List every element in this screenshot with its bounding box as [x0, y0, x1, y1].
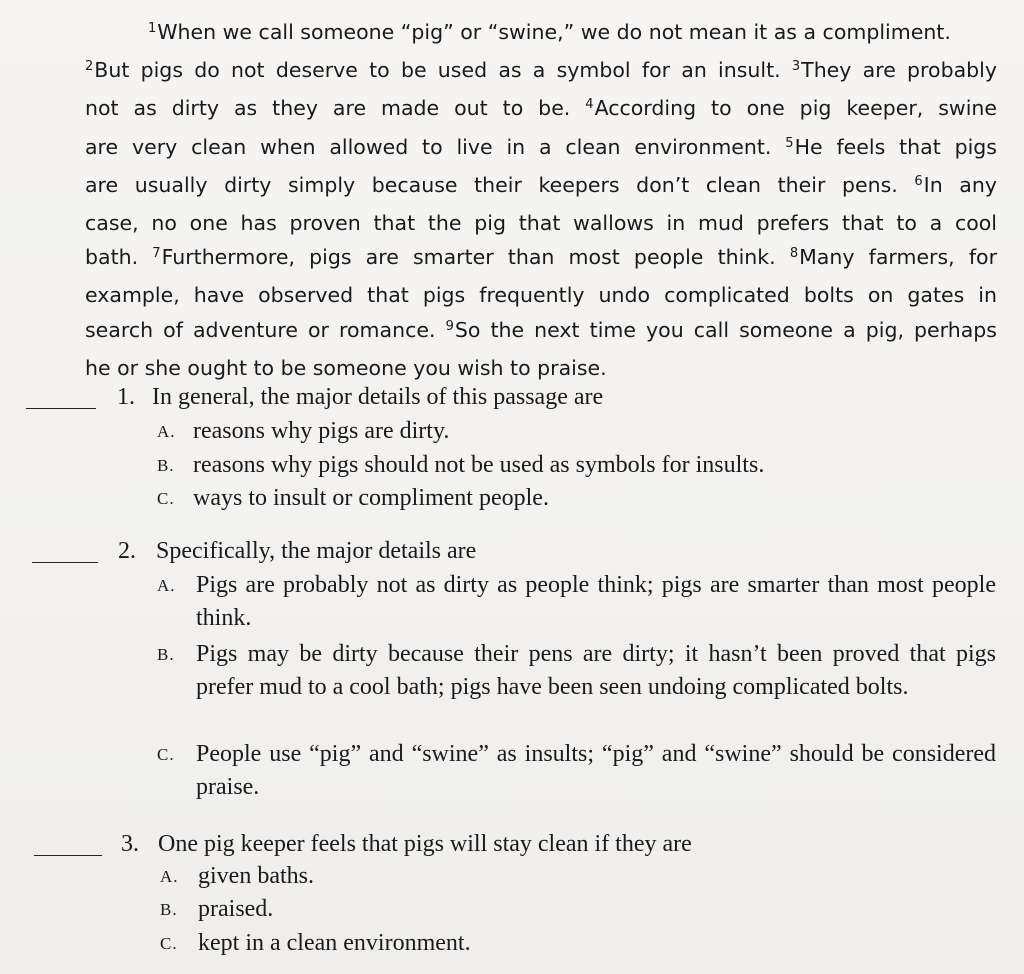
sentence-number: 7 [152, 246, 161, 262]
option-letter: C. [160, 934, 178, 953]
passage-line [85, 130, 997, 168]
answer-blank[interactable] [34, 855, 102, 856]
sentence-text: he or she ought to be someone you wish to praise. [85, 355, 607, 380]
option-letter: B. [157, 645, 175, 664]
sentence-text: In any [923, 172, 997, 197]
passage-line [85, 91, 997, 129]
sentence-text: are very clean when allowed to live in a clean environment. [85, 134, 786, 159]
sentence-number: 9 [445, 318, 454, 334]
reading-passage [85, 15, 997, 385]
sentence-text: example, have observed that pigs frequently undo complicated bolts on gates in [85, 283, 997, 308]
sentence-text: When we call someone “pig” or “swine,” we do not mean it as a compliment. [157, 20, 951, 44]
passage-line [85, 53, 997, 91]
question-stem: Specifically, the major details are [156, 538, 477, 564]
passage-line [85, 15, 997, 53]
option-letter: C. [157, 745, 175, 764]
answer-blank[interactable] [32, 562, 98, 563]
answer-blank[interactable] [26, 408, 96, 409]
passage-line [85, 313, 997, 351]
sentence-text: bath. [85, 245, 153, 270]
sentence-text: are usually dirty simply because their keepers don’t clean their pens. [85, 172, 915, 197]
option-letter: B. [157, 456, 175, 475]
option-letter: C. [157, 489, 175, 508]
question-number: 2. [118, 538, 136, 564]
option-text: given baths. [198, 863, 314, 889]
option-text: reasons why pigs should not be used as symbols for insults. [193, 452, 765, 478]
sentence-number: 3 [791, 59, 801, 75]
sentence-text: Many farmers, for [799, 245, 998, 270]
question-stem: In general, the major details of this passage are [152, 384, 604, 410]
sentence-text: He feels that pigs [794, 134, 997, 159]
sentence-text: case, no one has proven that the pig that wallows in mud prefers that to a cool [85, 211, 997, 236]
option-text: reasons why pigs are dirty. [193, 418, 450, 444]
sentence-text: Furthermore, pigs are smarter than most people think. [161, 245, 790, 270]
option-letter: A. [157, 576, 176, 595]
option-text: Pigs are probably not as dirty as people think; pigs are smarter than most people think. [196, 572, 996, 631]
option-letter: A. [160, 867, 179, 886]
option-letter: B. [160, 900, 178, 919]
sentence-text: not as dirty as they are made out to be. [85, 96, 586, 121]
sentence-number: 2 [85, 59, 94, 75]
passage-line [85, 278, 997, 312]
option-text: Pigs may be dirty because their pens are dirty; it hasn’t been proved that pigs prefer mud to a cool bath; pigs have been seen undoing complicated bolts. [196, 641, 996, 700]
sentence-number: 8 [789, 246, 799, 262]
sentence-text: According to one pig keeper, swine [594, 96, 997, 121]
sentence-text: search of adventure or romance. [85, 317, 446, 342]
option-text: praised. [198, 896, 274, 922]
passage-line [85, 240, 997, 278]
question-number: 1. [117, 384, 135, 410]
question-stem: One pig keeper feels that pigs will stay clean if they are [158, 831, 692, 857]
option-letter: A. [157, 422, 176, 441]
sentence-number: 5 [785, 135, 794, 151]
passage-line [85, 168, 997, 206]
sentence-number: 4 [585, 97, 594, 113]
sentence-number: 6 [914, 173, 923, 189]
option-text: kept in a clean environment. [198, 930, 471, 956]
option-text: ways to insult or compliment people. [193, 485, 549, 511]
sentence-text: But pigs do not deserve to be used as a symbol for an insult. [94, 58, 792, 83]
sentence-text: So the next time you call someone a pig, perhaps [454, 317, 997, 342]
option-text: People use “pig” and “swine” as insults; “pig” and “swine” should be considered praise. [196, 741, 996, 800]
passage-line [85, 351, 997, 385]
passage-line [85, 206, 997, 240]
question-number: 3. [121, 831, 139, 857]
sentence-number: 1 [148, 21, 157, 36]
sentence-text: They are probably [801, 58, 997, 83]
